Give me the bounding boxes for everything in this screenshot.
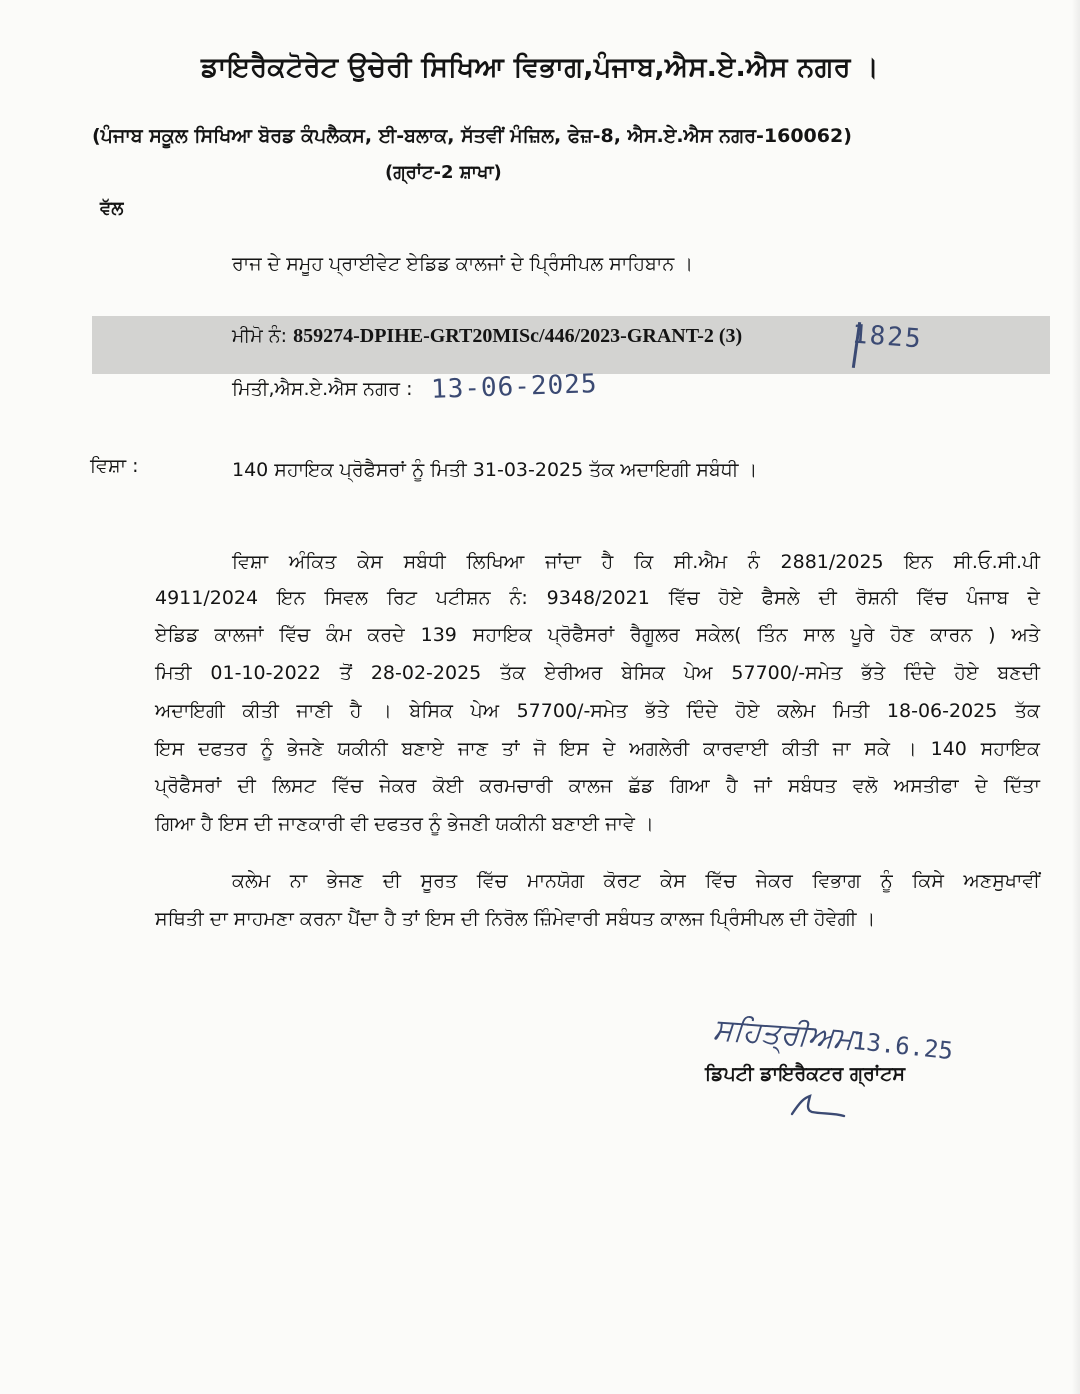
branch-name: (ਗ੍ਰਾਂਟ-2 ਸ਼ਾਖਾ) <box>385 162 502 183</box>
signatory-designation: ਡਿਪਟੀ ਡਾਇਰੈਕਟਰ ਗ੍ਰਾਂਟਸ <box>705 1063 906 1085</box>
handwritten-signature: ਸਹਿਤ੍ਰੀਅਮ <box>712 1012 855 1057</box>
subject-label: ਵਿਸ਼ਾ : <box>90 455 139 477</box>
date-handwritten: 13-06-2025 <box>430 369 598 405</box>
memo-number: 859274-DPIHE-GRT20MISc/446/2023-GRANT-2 (3) <box>293 325 743 347</box>
body-line: ਗਿਆ ਹੈ ਇਸ ਦੀ ਜਾਣਕਾਰੀ ਵੀ ਦਫਤਰ ਨੂੰ ਭੇਜਣੀ ਯਕੀਨੀ ਬਣਾਈ ਜਾਵੇ । <box>155 813 654 835</box>
memo-handwritten-number: 1825 <box>851 319 924 355</box>
department-address: (ਪੰਜਾਬ ਸਕੂਲ ਸਿਖਿਆ ਬੋਰਡ ਕੰਪਲੈਕਸ, ਈ-ਬਲਾਕ, ਸੱਤਵੀਂ ਮੰਜ਼ਿਲ, ਫੇਜ਼-8, ਐਸ.ਏ.ਐਸ ਨਗਰ-160062) <box>92 125 852 147</box>
signature-date: 13.6.25 <box>850 1026 955 1066</box>
body-line: ਸਥਿਤੀ ਦਾ ਸਾਹਮਣਾ ਕਰਨਾ ਪੈਂਦਾ ਹੈ ਤਾਂ ਇਸ ਦੀ ਨਿਰੋਲ ਜ਼ਿੰਮੇਵਾਰੀ ਸਬੰਧਤ ਕਾਲਜ ਪ੍ਰਿੰਸੀਪਲ ਦੀ ਹੋਵੇਗੀ । <box>155 908 876 930</box>
memo-label: ਮੀਮੋ ਨੰ: <box>232 325 288 347</box>
page-edge-shadow <box>1072 0 1080 1394</box>
date-label: ਮਿਤੀ,ਐਸ.ਏ.ਐਸ ਨਗਰ : <box>232 378 413 400</box>
body-line: ਅਦਾਇਗੀ ਕੀਤੀ ਜਾਣੀ ਹੈ । ਬੇਸਿਕ ਪੇਅ 57700/-ਸਮੇਤ ਭੱਤੇ ਦਿੰਦੇ ਹੋਏ ਕਲੇਮ ਮਿਤੀ 18-06-2025 ਤੱਕ <box>155 700 1040 722</box>
body-line: ਕਲੇਮ ਨਾ ਭੇਜਣ ਦੀ ਸੂਰਤ ਵਿੱਚ ਮਾਨਯੋਗ ਕੋਰਟ ਕੇਸ ਵਿੱਚ ਜੇਕਰ ਵਿਭਾਗ ਨੂੰ ਕਿਸੇ ਅਣਸੁਖਾਵੀਂ <box>232 870 1040 892</box>
subject-text: 140 ਸਹਾਇਕ ਪ੍ਰੋਫੈਸਰਾਂ ਨੂੰ ਮਿਤੀ 31-03-2025 ਤੱਕ ਅਦਾਇਗੀ ਸਬੰਧੀ । <box>232 459 758 481</box>
department-title: ਡਾਇਰੈਕਟੋਰੇਟ ਉਚੇਰੀ ਸਿਖਿਆ ਵਿਭਾਗ,ਪੰਜਾਬ,ਐਸ.ਏ.ਐਸ ਨਗਰ । <box>201 52 879 83</box>
body-line: ਮਿਤੀ 01-10-2022 ਤੋਂ 28-02-2025 ਤੱਕ ਏਰੀਅਰ ਬੇਸਿਕ ਪੇਅ 57700/-ਸਮੇਤ ਭੱਤੇ ਦਿੰਦੇ ਹੋਏ ਬਣਦੀ <box>155 662 1040 684</box>
body-line: ਵਿਸ਼ਾ ਅੰਕਿਤ ਕੇਸ ਸਬੰਧੀ ਲਿਖਿਆ ਜਾਂਦਾ ਹੈ ਕਿ ਸੀ.ਐਮ ਨੰ 2881/2025 ਇਨ ਸੀ.ਓ.ਸੀ.ਪੀ <box>232 551 1040 573</box>
initial-tick-mark <box>788 1092 848 1120</box>
date-line <box>232 369 598 405</box>
body-line: ਏਡਿਡ ਕਾਲਜਾਂ ਵਿੱਚ ਕੰਮ ਕਰਦੇ 139 ਸਹਾਇਕ ਪ੍ਰੋਫੈਸਰਾਂ ਰੈਗੂਲਰ ਸਕੇਲ( ਤਿੰਨ ਸਾਲ ਪੂਰੇ ਹੋਣ ਕਾਰਨ ) ਅਤੇ <box>155 624 1040 646</box>
body-line: ਇਸ ਦਫਤਰ ਨੂੰ ਭੇਜਣੇ ਯਕੀਨੀ ਬਣਾਏ ਜਾਣ ਤਾਂ ਜੋ ਇਸ ਦੇ ਅਗਲੇਰੀ ਕਾਰਵਾਈ ਕੀਤੀ ਜਾ ਸਕੇ । 140 ਸਹਾਇਕ <box>155 738 1040 760</box>
body-line: ਪ੍ਰੋਫੈਸਰਾਂ ਦੀ ਲਿਸਟ ਵਿੱਚ ਜੇਕਰ ਕੋਈ ਕਰਮਚਾਰੀ ਕਾਲਜ ਛੱਡ ਗਿਆ ਹੈ ਜਾਂ ਸਬੰਧਤ ਵਲੋ ਅਸਤੀਫਾ ਦੇ ਦਿੱਤਾ <box>155 775 1040 797</box>
recipients: ਰਾਜ ਦੇ ਸਮੂਹ ਪ੍ਰਾਈਵੇਟ ਏਡਿਡ ਕਾਲਜਾਂ ਦੇ ਪ੍ਰਿੰਸੀਪਲ ਸਾਹਿਬਾਨ । <box>232 253 694 275</box>
memo-line <box>232 325 742 348</box>
to-label: ਵੱਲ <box>100 198 124 219</box>
body-line: 4911/2024 ਇਨ ਸਿਵਲ ਰਿਟ ਪਟੀਸ਼ਨ ਨੰ: 9348/2021 ਵਿੱਚ ਹੋਏ ਫੈਸਲੇ ਦੀ ਰੋਸ਼ਨੀ ਵਿੱਚ ਪੰਜਾਬ ਦੇ <box>155 587 1040 609</box>
